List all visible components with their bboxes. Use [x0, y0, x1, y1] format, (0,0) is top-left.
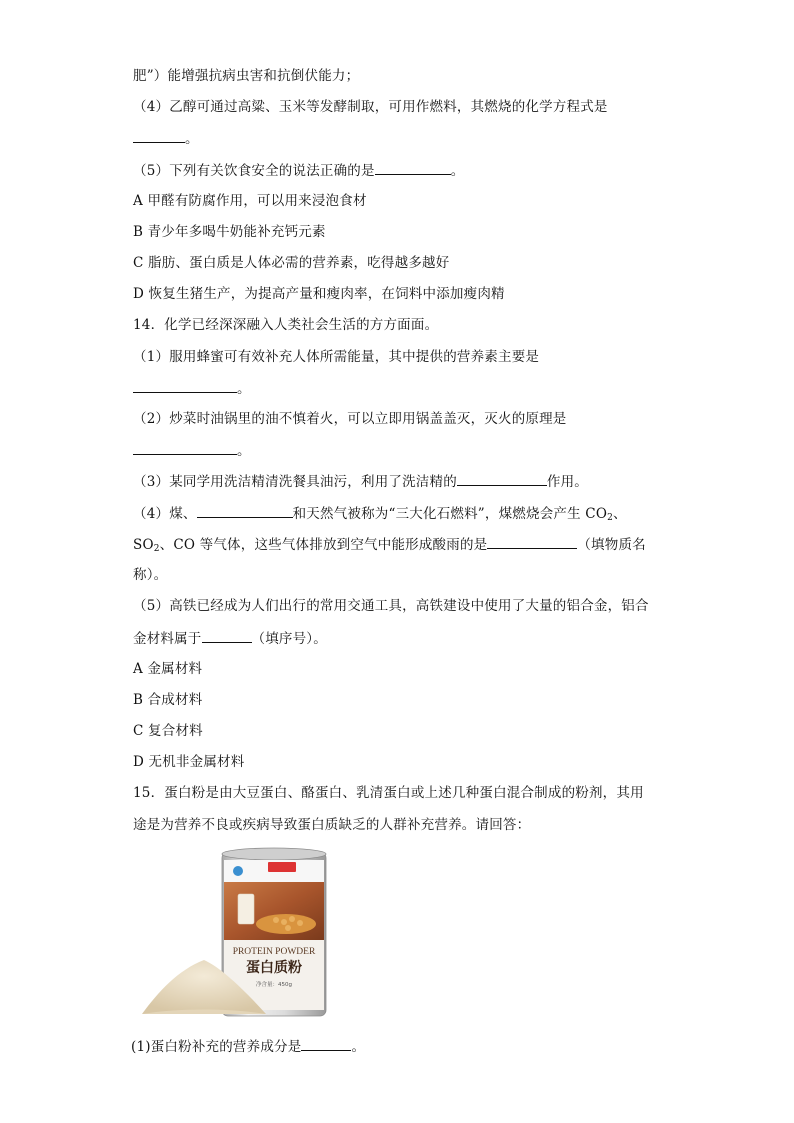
question-14-2: （2）炒菜时油锅里的油不慎着火，可以立即用锅盖盖灭，灭火的原理是	[133, 411, 567, 427]
text-line: 称）。	[133, 567, 168, 583]
answer-blank[interactable]	[202, 628, 252, 643]
answer-blank[interactable]	[301, 1036, 351, 1051]
question-14-5-cont: 金材料属于 （填序号）。	[133, 628, 327, 649]
answer-blank[interactable]	[487, 534, 577, 549]
protein-powder-image	[138, 842, 328, 1020]
option-c: C 复合材料	[133, 723, 203, 739]
option-b: B 青少年多喝牛奶能补充钙元素	[133, 224, 326, 240]
question-15-title: 15．蛋白粉是由大豆蛋白、酪蛋白、乳清蛋白或上述几种蛋白混合制成的粉剂，其用	[133, 785, 644, 801]
option-a: A 甲醛有防腐作用，可以用来浸泡食材	[133, 193, 367, 209]
question-14-3: （3）某同学用洗洁精清洗餐具油污，利用了洗洁精的 作用。	[133, 471, 588, 492]
question-14-title: 14．化学已经深深融入人类社会生活的方方面面。	[133, 317, 439, 333]
question-14-5: （5）高铁已经成为人们出行的常用交通工具，高铁建设中使用了大量的铝合金，铝合	[133, 598, 649, 614]
question-13-4: （4）乙醇可通过高粱、玉米等发酵制取，可用作燃料，其燃烧的化学方程式是	[133, 99, 608, 115]
text-line: 肥”）能增强抗病虫害和抗倒伏能力；	[133, 68, 360, 84]
question-13-5: （5）下列有关饮食安全的说法正确的是 。	[133, 160, 464, 181]
label-chinese: 蛋白质粉	[246, 960, 302, 976]
answer-blank[interactable]	[133, 128, 185, 143]
question-14-4-cont: $SO_2$、CO 等气体，这些气体排放到空气中能形成酸雨的是 （填物质名	[133, 534, 646, 555]
answer-blank[interactable]	[133, 440, 237, 455]
answer-blank[interactable]	[197, 503, 293, 518]
label-net-weight: 净含量：450g	[256, 982, 292, 988]
answer-line: 。	[133, 440, 251, 461]
milk-glass-icon	[238, 894, 254, 924]
option-d: D 无机非金属材料	[133, 754, 245, 770]
answer-blank[interactable]	[375, 160, 451, 175]
question-14-4: （4）煤、 和天然气被称为“三大化石燃料”，煤燃烧会产生 $CO_2$、	[133, 503, 627, 524]
answer-blank[interactable]	[133, 378, 237, 393]
option-d: D 恢复生猪生产，为提高产量和瘦肉率，在饲料中添加瘦肉精	[133, 286, 505, 302]
question-15-1: (1)蛋白粉补充的营养成分是 。	[131, 1036, 365, 1057]
protein-powder-illustration	[138, 842, 328, 1020]
answer-blank[interactable]	[457, 471, 547, 486]
question-14-1: （1）服用蜂蜜可有效补充人体所需能量，其中提供的营养素主要是	[133, 349, 540, 365]
question-15-title-cont: 途是为营养不良或疾病导致蛋白质缺乏的人群补充营养。请回答：	[133, 817, 531, 833]
label-english: PROTEIN POWDER	[232, 947, 316, 957]
option-b: B 合成材料	[133, 692, 203, 708]
answer-line: 。	[133, 128, 199, 149]
brand-logo-icon	[233, 866, 243, 876]
answer-line: 。	[133, 378, 251, 399]
option-a: A 金属材料	[133, 661, 203, 677]
option-c: C 脂肪、蛋白质是人体必需的营养素，吃得越多越好	[133, 255, 450, 271]
